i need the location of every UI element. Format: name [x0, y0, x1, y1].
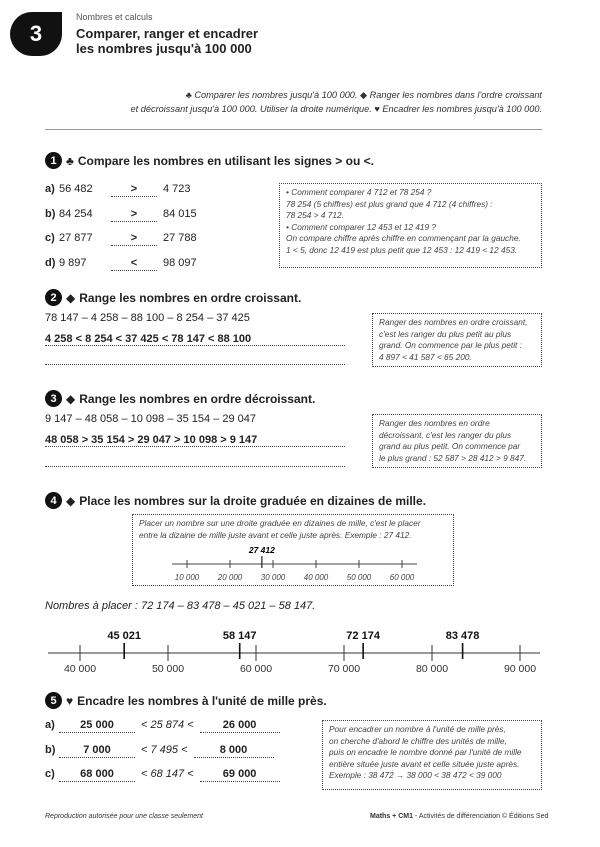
- row-label: c): [45, 232, 55, 244]
- title-line-2: les nombres jusqu'à 100 000: [76, 41, 252, 56]
- example-tick-label: 20 000: [217, 573, 243, 582]
- left-number: 27 877: [59, 232, 93, 244]
- ex3-sequence: 9 147 – 48 058 – 10 098 – 35 154 – 29 047: [45, 413, 257, 425]
- objective-2b: et décroissant jusqu'à 100 000. Utiliser la droite numérique.: [130, 104, 372, 114]
- number-line-tick-label: 70 000: [327, 663, 361, 675]
- objectives: [60, 88, 542, 116]
- tip-line: Ranger des nombres en ordre: [379, 418, 490, 428]
- tip-line: Exemple : 38 472 → 38 000 < 38 472 < 39 000: [329, 770, 502, 780]
- upper-bound-blank[interactable]: 69 000: [200, 768, 280, 782]
- heart-icon: ♥: [374, 104, 380, 114]
- ex5-row: [45, 744, 280, 769]
- placed-label: 83 478: [445, 630, 480, 642]
- tip-line: puis on encadre le nombre donné par l'unité de mille: [329, 747, 522, 757]
- page-title: [76, 26, 336, 56]
- ex5-rows: [45, 719, 280, 793]
- tip-line: Ranger des nombres en ordre croissant,: [379, 317, 528, 327]
- tip-line: On compare chiffre après chiffre en commençant par la gauche.: [286, 233, 521, 243]
- diamond-icon: ◆: [66, 391, 76, 406]
- subject-label: Nombres et calculs: [76, 12, 153, 22]
- lower-bound-blank[interactable]: 68 000: [59, 768, 135, 782]
- answer-blank[interactable]: >: [111, 232, 157, 246]
- tip-line: Placer un nombre sur une droite graduée en dizaines de mille, c'est le placer: [139, 518, 421, 528]
- number-line-tick-label: 90 000: [503, 663, 537, 675]
- right-number: 27 788: [163, 232, 197, 244]
- example-tick-label: 10 000: [174, 573, 200, 582]
- ex5-heading: [45, 692, 327, 709]
- tip-line: c'est les ranger du plus petit au plus: [379, 328, 512, 339]
- ex1-row: [45, 208, 197, 233]
- footer-publisher: - Activités de différenciation © Éditions Sed: [412, 813, 549, 820]
- tip-line: Pour encadrer un nombre à l'unité de mille près,: [329, 724, 506, 734]
- footer-left: Reproduction autorisée pour une classe seulement: [45, 813, 203, 820]
- tip-line: entre la dizaine de mille juste avant et celle juste après. Exemple : 27 412.: [139, 529, 412, 540]
- example-tick-label: 50 000: [346, 573, 372, 582]
- answer-blank[interactable]: >: [111, 208, 157, 222]
- objective-2: Ranger les nombres dans l'ordre croissant: [369, 90, 542, 100]
- ex2-sequence: 78 147 – 4 258 – 88 100 – 8 254 – 37 425: [45, 312, 250, 324]
- tip-line: grand. On commence par le plus petit :: [379, 340, 522, 350]
- number-line-tick-label: 50 000: [151, 663, 185, 675]
- tip-line: 4 897 < 41 587 < 65 200.: [379, 351, 472, 362]
- row-label: d): [45, 256, 56, 269]
- diamond-icon: ◆: [66, 493, 76, 508]
- number-line-placed: [107, 630, 479, 659]
- tip-line: décroissant, c'est les ranger du plus: [379, 429, 512, 440]
- ex1-tip-box: [279, 183, 542, 268]
- number-line-tick-label: 80 000: [415, 663, 449, 675]
- ex2-blank-line[interactable]: [45, 364, 345, 365]
- left-number: 9 897: [59, 256, 87, 269]
- row-label: c): [45, 768, 55, 780]
- tip-line: • Comment comparer 12 453 et 12 419 ?: [286, 221, 437, 232]
- number-line-tick-label: 60 000: [239, 663, 273, 675]
- lower-bound-blank[interactable]: 7 000: [59, 744, 135, 758]
- ex4-number: 4: [45, 492, 62, 509]
- ex1-row: [45, 183, 197, 208]
- ex2-tip-box: [372, 313, 542, 367]
- ex5-title: Encadre les nombres à l'unité de mille près.: [77, 693, 327, 708]
- heart-icon: ♥: [66, 693, 74, 708]
- tip-line: le plus grand : 52 587 > 28 412 > 9 847.: [379, 452, 527, 463]
- number-line-ticks: [64, 645, 536, 675]
- ex1-title: Compare les nombres en utilisant les signes > ou <.: [77, 153, 374, 168]
- ex5-tip-box: [322, 720, 542, 790]
- placed-label: 72 174: [346, 630, 380, 642]
- answer-blank[interactable]: >: [111, 183, 157, 197]
- divider: [45, 129, 542, 130]
- ex4-title: Place les nombres sur la droite graduée en dizaines de mille.: [79, 493, 427, 508]
- middle-expression: < 25 874 <: [141, 719, 194, 731]
- ex5-row: [45, 719, 280, 744]
- club-icon: ♣: [66, 153, 74, 168]
- ex1-heading: [45, 152, 374, 169]
- title-line-1: Comparer, ranger et encadrer: [76, 26, 259, 41]
- club-icon: ♣: [185, 90, 192, 100]
- tip-line: on cherche d'abord le chiffre des unités de mille,: [329, 735, 507, 746]
- tip-line: 1 < 5, donc 12 419 est plus petit que 12 453 : 12 419 < 12 453.: [286, 244, 518, 255]
- ex4-numbers-to-place: Nombres à placer : 72 174 – 83 478 – 45 021 – 58 147.: [45, 600, 316, 612]
- middle-expression: < 7 495 <: [141, 743, 188, 756]
- left-number: 56 482: [59, 183, 93, 195]
- ex1-number: 1: [45, 152, 62, 169]
- ex4-heading: [45, 492, 426, 509]
- example-ticks: [175, 560, 415, 582]
- right-number: 98 097: [163, 256, 197, 269]
- number-line: [40, 627, 550, 677]
- example-number-line: [132, 540, 454, 586]
- ex1-row: [45, 257, 197, 282]
- ex3-tip-box: [372, 414, 542, 468]
- ex3-number: 3: [45, 390, 62, 407]
- middle-expression: < 68 147 <: [141, 768, 194, 780]
- upper-bound-blank[interactable]: 8 000: [194, 744, 274, 758]
- ex1-row: [45, 232, 197, 257]
- ex3-blank-line[interactable]: [45, 466, 345, 467]
- example-tick-label: 60 000: [389, 573, 415, 582]
- placed-label: 45 021: [107, 630, 142, 642]
- ex1-rows: [45, 183, 197, 281]
- row-label: a): [45, 719, 55, 731]
- right-number: 4 723: [163, 183, 191, 195]
- placed-label: 58 147: [222, 630, 257, 642]
- footer-right: [370, 813, 548, 820]
- left-number: 84 254: [59, 207, 93, 220]
- tip-line: 78 254 (5 chiffres) est plus grand que 4 712 (4 chiffres) :: [286, 198, 493, 209]
- ex3-heading: [45, 390, 315, 407]
- ex5-row: [45, 768, 280, 793]
- row-label: a): [45, 183, 55, 195]
- ex3-answer-line[interactable]: 48 058 > 35 154 > 29 047 > 10 098 > 9 147: [45, 434, 345, 447]
- right-number: 84 015: [163, 207, 197, 220]
- ex2-answer-line[interactable]: 4 258 < 8 254 < 37 425 < 78 147 < 88 100: [45, 333, 345, 346]
- footer-book-title: Maths + CM1: [370, 813, 413, 820]
- objective-1: Comparer les nombres jusqu'à 100 000.: [194, 90, 358, 100]
- tip-line: • Comment comparer 4 712 et 78 254 ?: [286, 187, 432, 197]
- example-tick-label: 30 000: [260, 573, 286, 582]
- diamond-icon: ◆: [360, 90, 368, 100]
- tip-line: 78 254 > 4 712.: [286, 210, 344, 220]
- ex5-number: 5: [45, 692, 62, 709]
- answer-blank[interactable]: <: [111, 257, 157, 271]
- number-line-tick-label: 40 000: [63, 663, 97, 675]
- ex3-title: Range les nombres en ordre décroissant.: [79, 391, 316, 406]
- example-tick-label: 40 000: [303, 573, 329, 582]
- upper-bound-blank[interactable]: 26 000: [200, 719, 280, 733]
- tip-line: entière située juste avant et celle située juste après.: [329, 758, 520, 769]
- diamond-icon: ◆: [66, 290, 76, 305]
- row-label: b): [45, 207, 56, 220]
- tip-line: grand au plus petit. On commence par: [379, 441, 521, 451]
- ex2-number: 2: [45, 289, 62, 306]
- lower-bound-blank[interactable]: 25 000: [59, 719, 135, 733]
- ex2-heading: [45, 289, 301, 306]
- row-label: b): [45, 743, 56, 756]
- chapter-badge: 3: [10, 12, 62, 56]
- objective-3: Encadrer les nombres jusqu'à 100 000.: [382, 104, 542, 114]
- example-value-label: 27 412: [248, 545, 275, 555]
- ex2-title: Range les nombres en ordre croissant.: [79, 290, 302, 305]
